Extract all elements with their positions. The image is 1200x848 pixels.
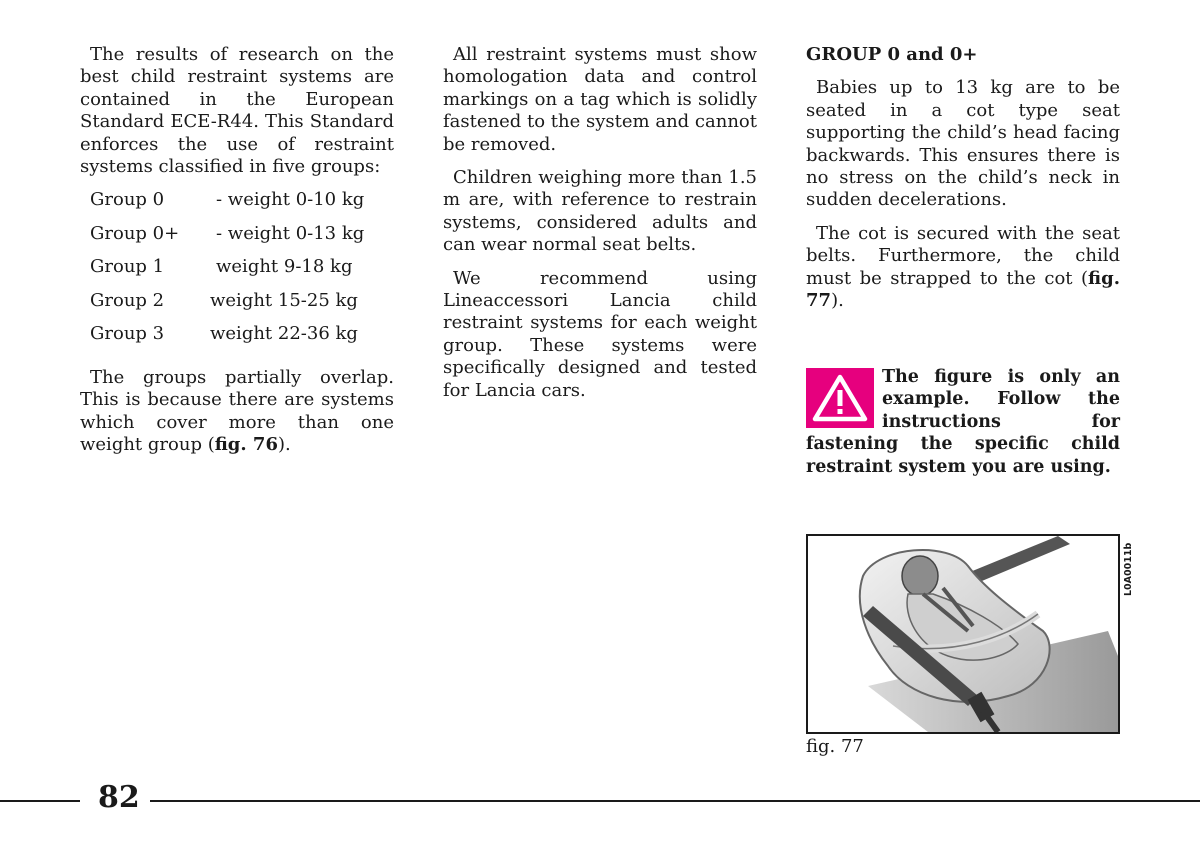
- figure-code-text: L0A0011b: [1123, 542, 1134, 596]
- intro-paragraph: The results of research on the best child restraint systems are contained in the European Standard ECE-R44. This Standard enforces the use of restraint systems classified in five groups:: [80, 44, 394, 178]
- figure-illustration: [806, 534, 1120, 734]
- figure-reference: fig. 77: [806, 267, 1120, 312]
- recommend-paragraph: We recommend using Lineaccessori Lancia child restraint systems for each weight group. These systems were specifically designed and tested for Lancia cars.: [443, 267, 757, 401]
- cot-text: The cot is secured with the seat belts. Furthermore, the child must be strapped to the cot (: [806, 222, 1120, 289]
- footer-rule-right: [150, 800, 1200, 802]
- page-number: 82: [98, 780, 140, 815]
- overlap-text: The groups partially overlap. This is because there are systems which cover more than one weight group (: [80, 366, 394, 456]
- group-weight: weight 15-25 kg: [210, 289, 358, 311]
- group-name: Group 3: [90, 323, 165, 345]
- column-2: [443, 44, 757, 413]
- group-row: [80, 189, 394, 223]
- baby-seat-illustration: [808, 536, 1118, 732]
- warning-note: [806, 366, 1120, 478]
- babies-paragraph: Babies up to 13 kg are to be seated in a cot type seat supporting the child’s head facing backwards. This ensures there is no stress on the child’s neck in sudden decelerations.: [806, 77, 1120, 211]
- group-weight: weight 22-36 kg: [210, 323, 358, 345]
- figure-caption: fig. 77: [806, 736, 864, 757]
- group-row: [80, 223, 394, 257]
- cot-paragraph: [806, 223, 1120, 313]
- warning-text: The figure is only an example. Follow the instructions for fastening the specific child restraint system you are using.: [806, 367, 1120, 477]
- cot-end: ).: [831, 290, 844, 312]
- group-weight: - weight 0-10 kg: [216, 189, 365, 211]
- group-row: [80, 256, 394, 290]
- overlap-paragraph: [80, 367, 394, 457]
- adults-paragraph: Children weighing more than 1.5 m are, with reference to restrain systems, considered adults and can wear normal seat belts.: [443, 167, 757, 256]
- group-row: [80, 290, 394, 324]
- section-heading: GROUP 0 and 0+: [806, 44, 978, 65]
- group-row: [80, 323, 394, 357]
- group-name: Group 0+: [90, 222, 180, 244]
- group-weight: weight 9-18 kg: [216, 256, 353, 278]
- figure-code-label: [1120, 536, 1134, 596]
- group-weight: - weight 0-13 kg: [216, 222, 365, 244]
- homologation-paragraph: All restraint systems must show homologation data and control markings on a tag which is solidly fastened to the system and cannot be removed.: [443, 44, 757, 155]
- group-name: Group 2: [90, 289, 165, 311]
- column-3: [806, 44, 1120, 323]
- overlap-end: ).: [277, 434, 291, 456]
- group-name: Group 1: [90, 256, 165, 278]
- group-name: Group 0: [90, 189, 165, 211]
- footer-rule-left: [0, 800, 80, 802]
- group-list: [80, 189, 394, 357]
- warning-triangle-icon: [806, 368, 874, 428]
- column-1: [80, 44, 394, 468]
- figure-reference: fig. 76: [214, 434, 278, 456]
